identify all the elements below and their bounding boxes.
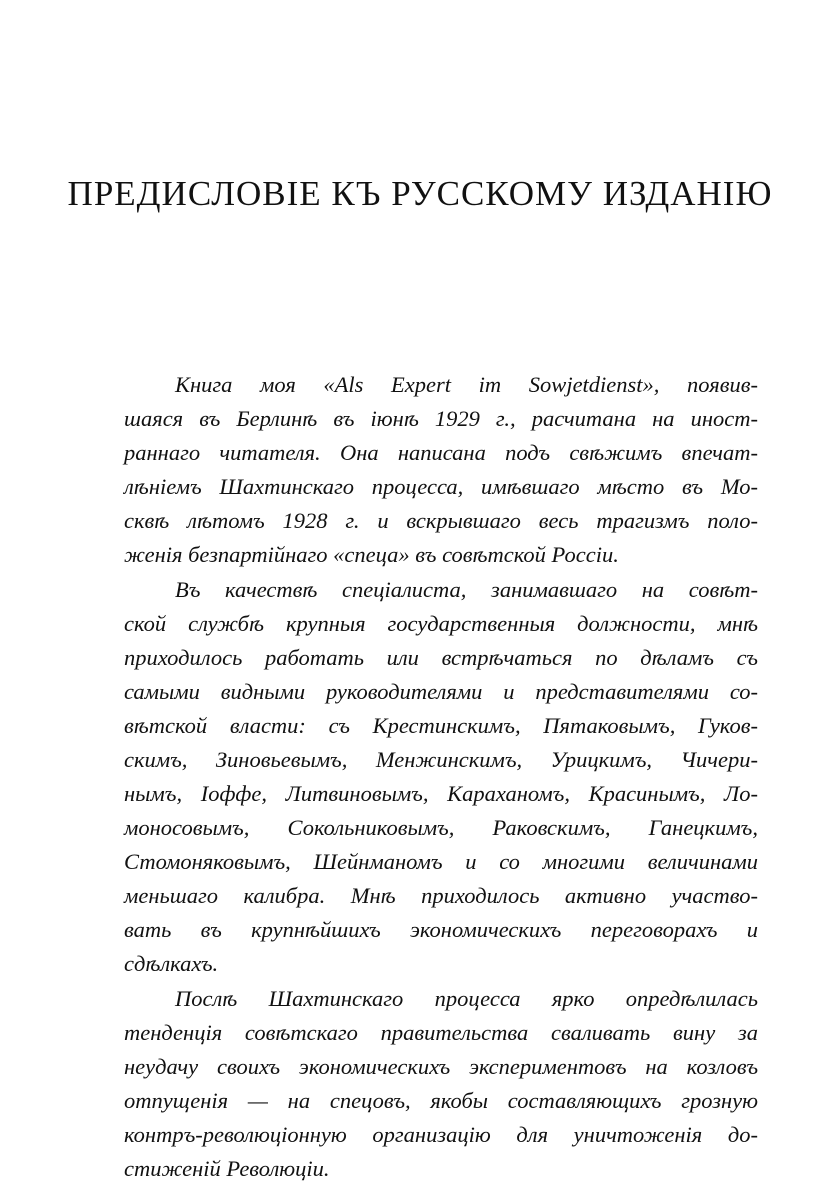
text-line: раннаго читателя. Она написана подъ свѣжимъ впечат- [124,440,758,465]
text-line: сдѣлкахъ. [124,951,219,976]
text-line: приходилось работать или встрѣчаться по дѣламъ съ [124,645,758,670]
text-line: меньшаго калибра. Мнѣ приходилось активно участво- [124,883,758,908]
text-line: лѣніемъ Шахтинскаго процесса, имѣвшаго мѣсто въ Мо- [124,474,758,499]
text-line: Стомоняковымъ, Шейнманомъ и со многими величинами [124,849,758,874]
text-line: Книга моя «Als Expert im Sowjetdienst», появив- [175,372,758,397]
page-title: ПРЕДИСЛОВІЕ КЪ РУССКОМУ ИЗДАНІЮ [67,174,773,213]
text-line: нымъ, Іоффе, Литвиновымъ, Караханомъ, Красинымъ, Ло- [124,781,758,806]
text-line: контръ-революціонную организацію для уничтоженія до- [124,1122,758,1147]
text-line: вѣтской власти: съ Крестинскимъ, Пятаковымъ, Гуков- [124,713,758,738]
text-line: стиженій Революціи. [124,1156,330,1181]
text-line: вать въ крупнѣйшихъ экономическихъ переговорахъ и [124,917,758,942]
text-line: женія безпартійнаго «спеца» въ совѣтской Россіи. [124,542,619,567]
paragraph [124,573,758,981]
paragraph [124,368,758,572]
preface-body [124,368,758,1186]
text-line: Послѣ Шахтинскаго процесса ярко опредѣлилась [175,986,758,1011]
text-line: отпущенія — на спецовъ, якобы составляющихъ грозную [124,1088,758,1113]
text-line: сквѣ лѣтомъ 1928 г. и вскрывшаго весь трагизмъ поло- [124,508,758,533]
text-line: Въ качествѣ спеціалиста, занимавшаго на совѣт- [175,577,758,602]
text-line: тенденція совѣтскаго правительства сваливать вину за [124,1020,758,1045]
paragraph [124,982,758,1186]
text-line: ской службѣ крупныя государственныя должности, мнѣ [124,611,758,636]
text-line: самыми видными руководителями и представителями со- [124,679,758,704]
text-line: скимъ, Зиновьевымъ, Менжинскимъ, Урицкимъ, Чичери- [124,747,758,772]
text-line: неудачу своихъ экономическихъ экспериментовъ на козловъ [124,1054,758,1079]
text-line: моносовымъ, Сокольниковымъ, Раковскимъ, Ганецкимъ, [124,815,758,840]
text-line: шаяся въ Берлинѣ въ іюнѣ 1929 г., расчитана на иност- [124,406,758,431]
